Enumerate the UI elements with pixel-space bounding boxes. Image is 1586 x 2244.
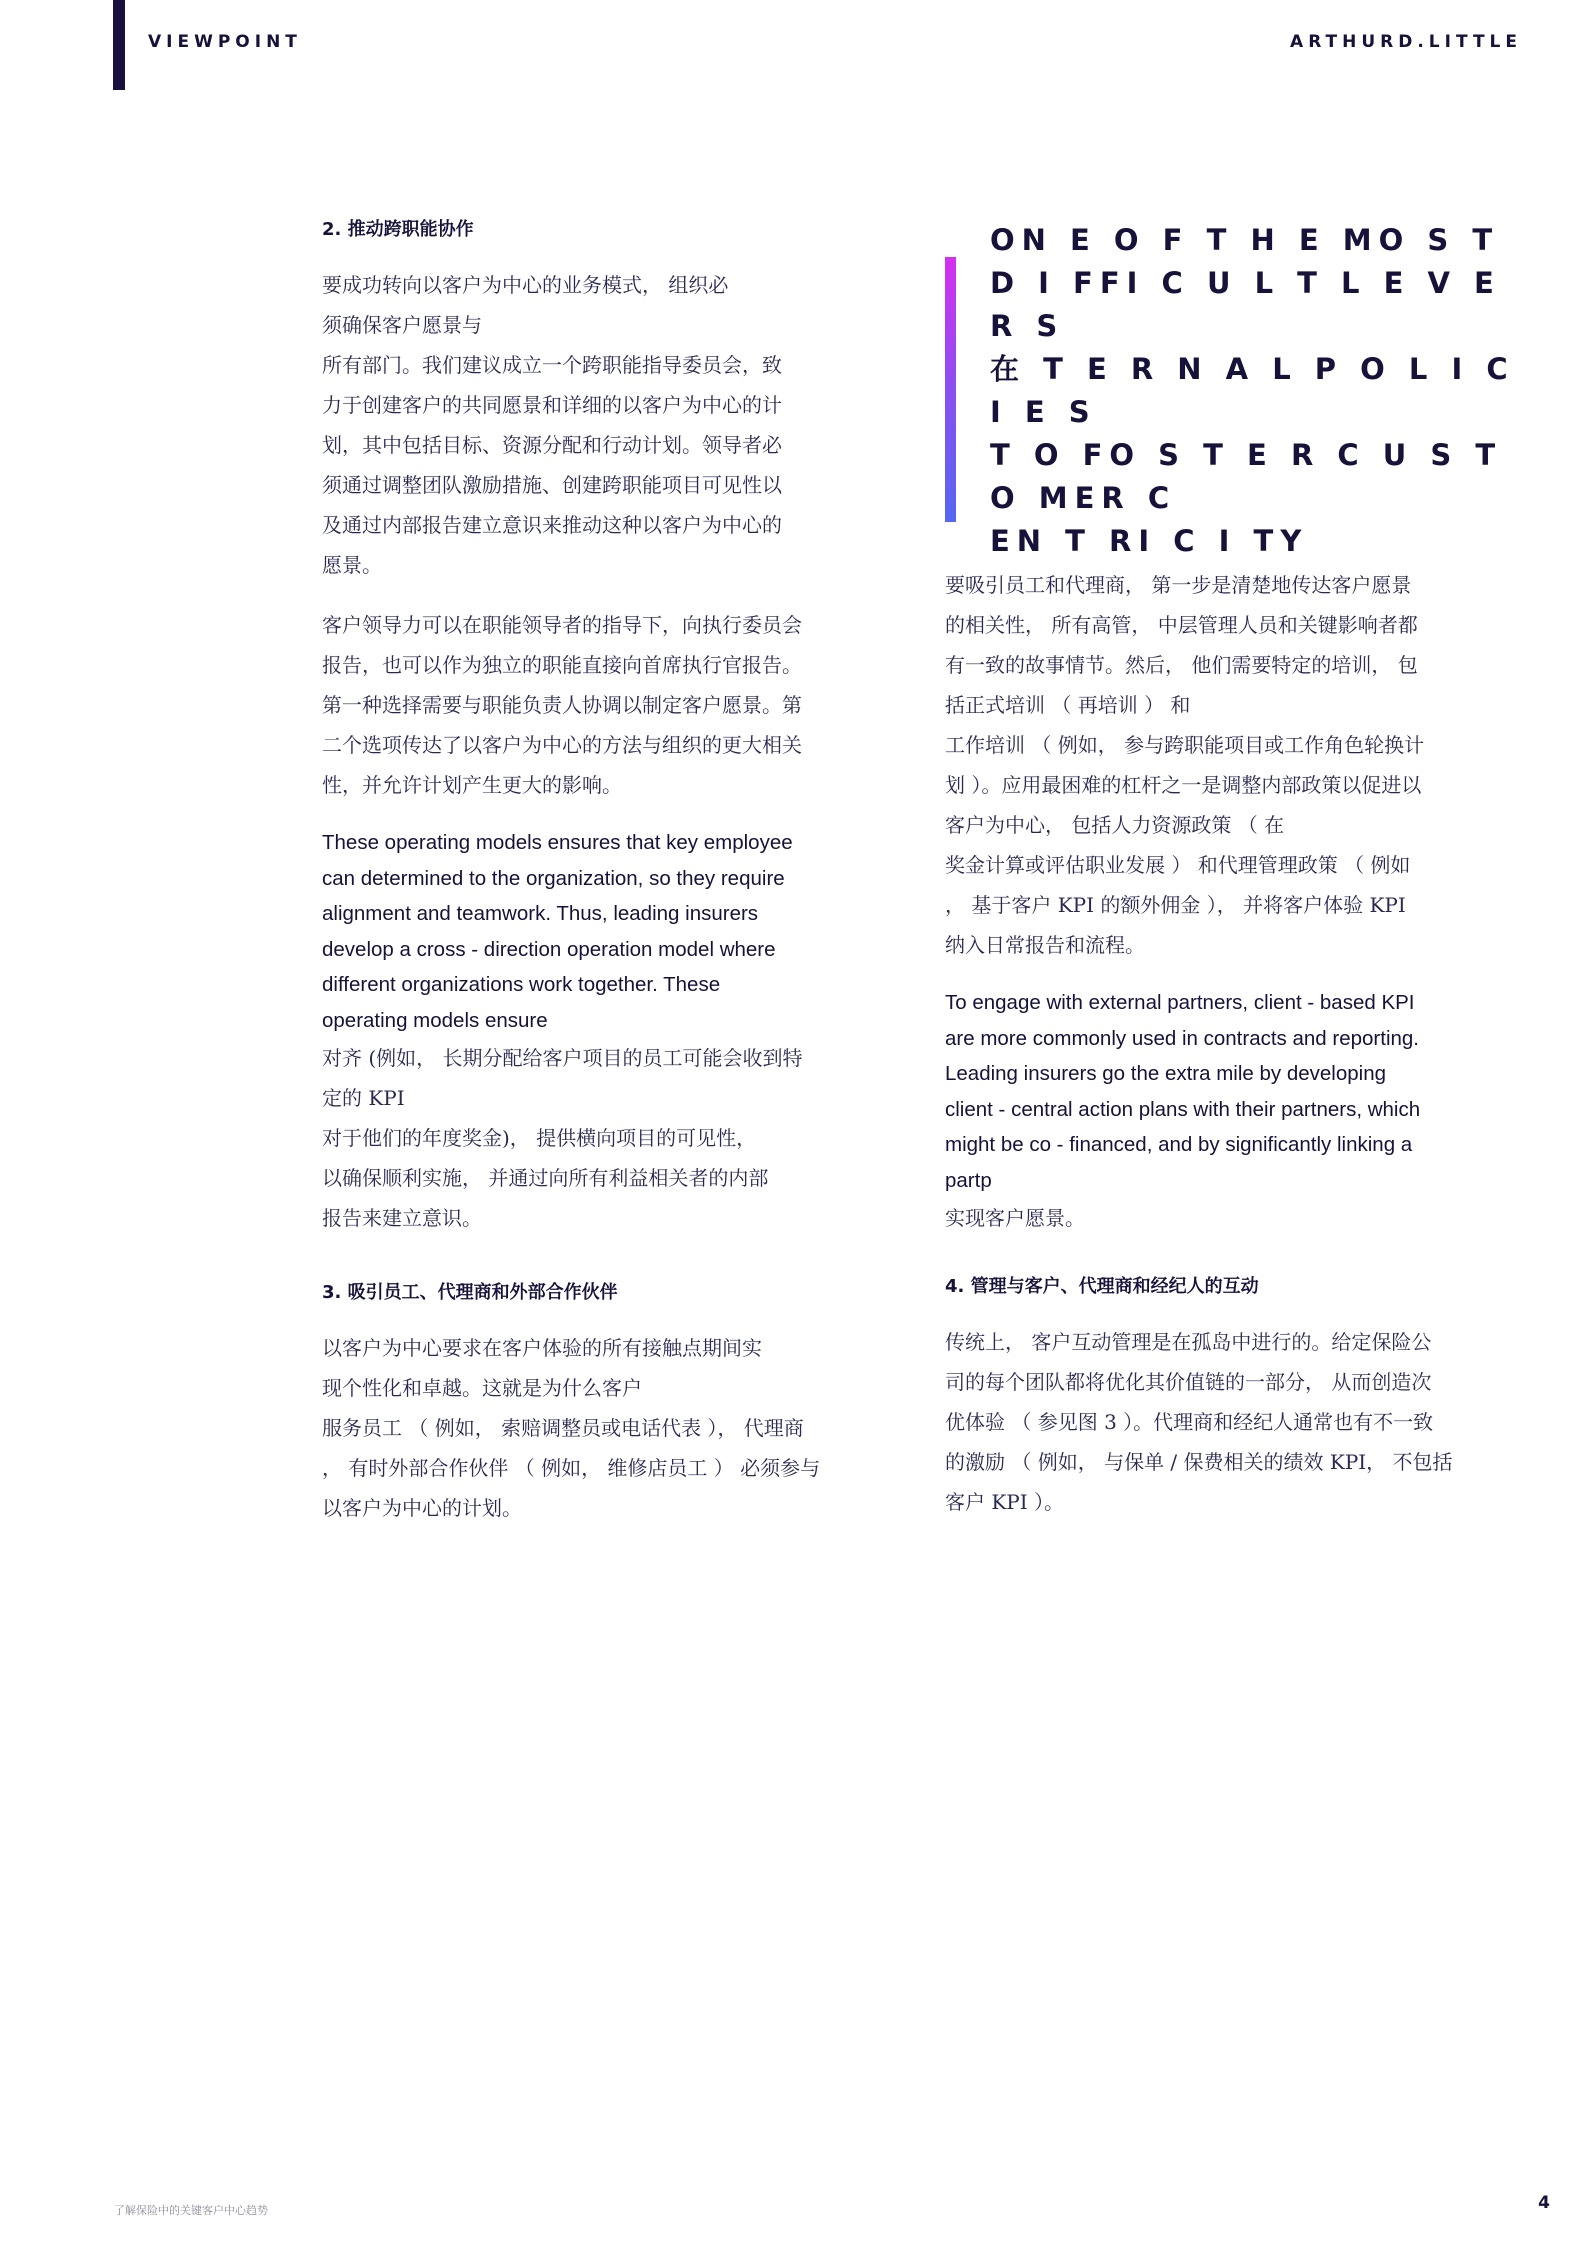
right-paragraph-2-chinese: 实现客户愿景。: [945, 1206, 1085, 1230]
pull-quote-gradient-bar: [945, 257, 956, 522]
right-paragraph-2-english: To engage with external partners, client - based KPI are more commonly used in contracts and reporting. Leading insurers go the extra mile by developing client - central action plans with their partners, which might be co - financed, and by significantly linking a partp: [945, 991, 1421, 1192]
pull-quote-text: ON E O F T H E MO S T D I FFI C U L T L E V E R S 在 T E R N A L P O L I C I E S T O FO S T E R C U S T O MER C EN T RI C I TY: [990, 223, 1515, 558]
section-3-paragraph-1: 以客户为中心要求在客户体验的所有接触点期间实 现个性化和卓越。这就是为什么客户 服务员工 （ 例如， 索赔调整员或电话代表 ）， 代理商 ， 有时外部合作伙伴 （ 例如， 维修店员工 ） 必须参与 以客户为中心的计划。: [322, 1336, 821, 1520]
left-column: [322, 215, 882, 1548]
header-accent-bar: [113, 0, 125, 90]
right-column: [945, 215, 1525, 1542]
section-3-heading: 3. 吸引员工、代理商和外部合作伙伴: [322, 1282, 618, 1303]
page-number: 4: [1538, 2193, 1550, 2213]
section-4-paragraph-1: 传统上， 客户互动管理是在孤岛中进行的。给定保险公 司的每个团队都将优化其价值链的一部分， 从而创造次 优体验 （ 参见图 3 ）。代理商和经纪人通常也有不一致 的激励 （ 例如， 与保单 / 保费相关的绩效 KPI， 不包括 客户 KPI ）。: [945, 1330, 1453, 1514]
section-2-paragraph-1: 要成功转向以客户为中心的业务模式， 组织必 须确保客户愿景与 所有部门。我们建议成立一个跨职能指导委员会，致 力于创建客户的共同愿景和详细的以客户为中心的计 划，其中包括目标、资源分配和行动计划。领导者必 须通过调整团队激励措施、创建跨职能项目可见性以 及通过内部报告建立意识来推动这种以客户为中心的 愿景。: [322, 273, 782, 577]
header-viewpoint-label: VIEWPOINT: [148, 32, 302, 52]
right-paragraph-1: 要吸引员工和代理商， 第一步是清楚地传达客户愿景 的相关性， 所有高管， 中层管理人员和关键影响者都 有一致的故事情节。然后， 他们需要特定的培训， 包 括正式培训 （ 再培训 ） 和 工作培训 （ 例如， 参与跨职能项目或工作角色轮换计 划 ）。应用最困难的杠杆之一是调整内部政策以促进以 客户为中心， 包括人力资源政策 （ 在 奖金计算或评估职业发展 ） 和代理管理政策 （ 例如 ， 基于客户 KPI 的额外佣金 ）， 并将客户体验 KPI 纳入日常报告和流程。: [945, 573, 1425, 957]
section-2-heading: 2. 推动跨职能协作: [322, 219, 474, 240]
section-2-paragraph-3-chinese: 对齐 (例如， 长期分配给客户项目的员工可能会收到特 定的 KPI 对于他们的年度奖金)， 提供横向项目的可见性， 以确保顺利实施， 并通过向所有利益相关者的内部 报告来建立意识。: [322, 1046, 803, 1230]
pull-quote: [945, 215, 1525, 558]
section-2-paragraph-3-english: These operating models ensures that key employee can determined to the organization, so they require alignment and teamwork. Thus, leading insurers develop a cross - direction operation model where different organizations work together. These operating models ensure: [322, 831, 793, 1032]
section-2-paragraph-2: 客户领导力可以在职能领导者的指导下，向执行委员会 报告，也可以作为独立的职能直接向首席执行官报告。 第一种选择需要与职能负责人协调以制定客户愿景。第 二个选项传达了以客户为中心的方法与组织的更大相关 性，并允许计划产生更大的影响。: [322, 613, 802, 797]
footer-document-title: 了解保险中的关键客户中心趋势: [114, 2204, 268, 2217]
header-brand-label: ARTHURD.LITTLE: [1290, 32, 1522, 52]
section-4-heading: 4. 管理与客户、代理商和经纪人的互动: [945, 1276, 1259, 1297]
